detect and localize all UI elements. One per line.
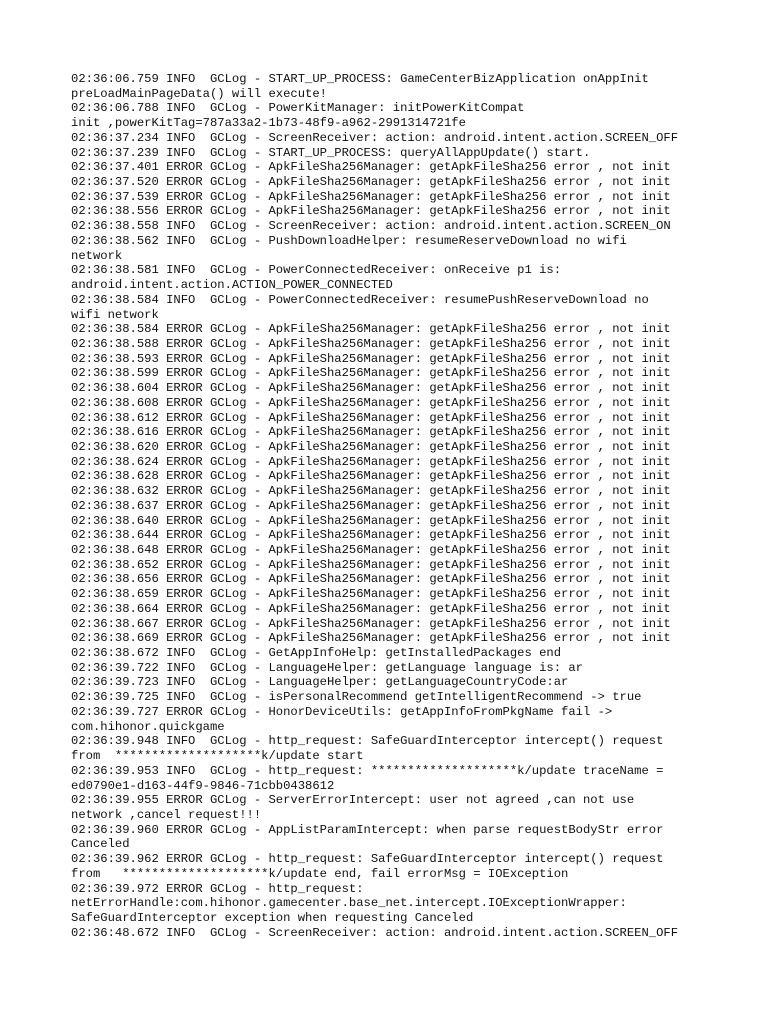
- log-line: 02:36:39.962 ERROR GCLog - http_request: SafeGuardInterceptor intercept() request: [71, 852, 664, 867]
- log-line: 02:36:38.584 ERROR GCLog - ApkFileSha256Manager: getApkFileSha256 error , not init: [71, 322, 671, 337]
- log-line: android.intent.action.ACTION_POWER_CONNECTED: [71, 278, 393, 293]
- log-line: 02:36:38.593 ERROR GCLog - ApkFileSha256Manager: getApkFileSha256 error , not init: [71, 351, 671, 366]
- log-line: 02:36:39.722 INFO GCLog - LanguageHelper: getLanguage language is: ar: [71, 660, 583, 675]
- log-line: 02:36:38.608 ERROR GCLog - ApkFileSha256Manager: getApkFileSha256 error , not init: [71, 395, 671, 410]
- log-line: wifi network: [71, 307, 159, 322]
- log-line: SafeGuardInterceptor exception when requesting Canceled: [71, 910, 474, 925]
- log-line: 02:36:38.558 INFO GCLog - ScreenReceiver: action: android.intent.action.SCREEN_ON: [71, 219, 671, 234]
- log-line: 02:36:38.664 ERROR GCLog - ApkFileSha256Manager: getApkFileSha256 error , not init: [71, 601, 671, 616]
- log-line: preLoadMainPageData() will execute!: [71, 86, 327, 101]
- log-line: 02:36:37.239 INFO GCLog - START_UP_PROCESS: queryAllAppUpdate() start.: [71, 145, 591, 160]
- log-line: 02:36:38.616 ERROR GCLog - ApkFileSha256Manager: getApkFileSha256 error , not init: [71, 425, 671, 440]
- log-line: 02:36:38.604 ERROR GCLog - ApkFileSha256Manager: getApkFileSha256 error , not init: [71, 381, 671, 396]
- log-line: 02:36:37.234 INFO GCLog - ScreenReceiver: action: android.intent.action.SCREEN_OFF: [71, 130, 679, 145]
- log-line: from ********************k/update start: [71, 749, 364, 764]
- log-line: 02:36:38.624 ERROR GCLog - ApkFileSha256Manager: getApkFileSha256 error , not init: [71, 454, 671, 469]
- log-line: 02:36:38.562 INFO GCLog - PushDownloadHelper: resumeReserveDownload no wifi: [71, 233, 627, 248]
- log-line: Canceled: [71, 837, 130, 852]
- log-line: 02:36:38.669 ERROR GCLog - ApkFileSha256Manager: getApkFileSha256 error , not init: [71, 631, 671, 646]
- log-line: 02:36:38.584 INFO GCLog - PowerConnectedReceiver: resumePushReserveDownload no: [71, 292, 649, 307]
- log-line: 02:36:39.955 ERROR GCLog - ServerErrorIntercept: user not agreed ,can not use: [71, 793, 635, 808]
- log-line: 02:36:38.581 INFO GCLog - PowerConnectedReceiver: onReceive p1 is:: [71, 263, 562, 278]
- log-line: 02:36:37.401 ERROR GCLog - ApkFileSha256Manager: getApkFileSha256 error , not init: [71, 160, 671, 175]
- log-line: 02:36:38.659 ERROR GCLog - ApkFileSha256Manager: getApkFileSha256 error , not init: [71, 587, 671, 602]
- log-line: 02:36:38.656 ERROR GCLog - ApkFileSha256Manager: getApkFileSha256 error , not init: [71, 572, 671, 587]
- log-line: 02:36:38.652 ERROR GCLog - ApkFileSha256Manager: getApkFileSha256 error , not init: [71, 557, 671, 572]
- log-line: 02:36:39.953 INFO GCLog - http_request: ********************k/update traceName =: [71, 763, 664, 778]
- log-line: network ,cancel request!!!: [71, 807, 262, 822]
- log-line: 02:36:38.599 ERROR GCLog - ApkFileSha256Manager: getApkFileSha256 error , not init: [71, 366, 671, 381]
- log-line: 02:36:38.640 ERROR GCLog - ApkFileSha256Manager: getApkFileSha256 error , not init: [71, 513, 671, 528]
- log-text-block: [71, 72, 751, 940]
- log-line: 02:36:37.539 ERROR GCLog - ApkFileSha256Manager: getApkFileSha256 error , not init: [71, 189, 671, 204]
- log-line: 02:36:38.612 ERROR GCLog - ApkFileSha256Manager: getApkFileSha256 error , not init: [71, 410, 671, 425]
- log-line: 02:36:38.644 ERROR GCLog - ApkFileSha256Manager: getApkFileSha256 error , not init: [71, 528, 671, 543]
- log-line: 02:36:38.628 ERROR GCLog - ApkFileSha256Manager: getApkFileSha256 error , not init: [71, 469, 671, 484]
- log-line: 02:36:38.588 ERROR GCLog - ApkFileSha256Manager: getApkFileSha256 error , not init: [71, 336, 671, 351]
- log-line: 02:36:39.960 ERROR GCLog - AppListParamIntercept: when parse requestBodyStr error: [71, 822, 664, 837]
- log-line: 02:36:37.520 ERROR GCLog - ApkFileSha256Manager: getApkFileSha256 error , not init: [71, 175, 671, 190]
- log-line: 02:36:39.727 ERROR GCLog - HonorDeviceUtils: getAppInfoFromPkgName fail ->: [71, 704, 613, 719]
- log-line: 02:36:06.759 INFO GCLog - START_UP_PROCESS: GameCenterBizApplication onAppInit: [71, 72, 649, 86]
- log-line: netErrorHandle:com.hihonor.gamecenter.base_net.intercept.IOExceptionWrapper:: [71, 896, 627, 911]
- log-line: 02:36:38.620 ERROR GCLog - ApkFileSha256Manager: getApkFileSha256 error , not init: [71, 439, 671, 454]
- log-line: 02:36:39.948 INFO GCLog - http_request: SafeGuardInterceptor intercept() request: [71, 734, 664, 749]
- log-line: 02:36:38.632 ERROR GCLog - ApkFileSha256Manager: getApkFileSha256 error , not init: [71, 484, 671, 499]
- log-line: 02:36:38.556 ERROR GCLog - ApkFileSha256Manager: getApkFileSha256 error , not init: [71, 204, 671, 219]
- log-line: 02:36:39.972 ERROR GCLog - http_request:: [71, 881, 364, 896]
- log-line: 02:36:38.637 ERROR GCLog - ApkFileSha256Manager: getApkFileSha256 error , not init: [71, 498, 671, 513]
- log-line: init ,powerKitTag=787a33a2-1b73-48f9-a962-2991314721fe: [71, 116, 466, 131]
- log-line: from ********************k/update end, fail errorMsg = IOException: [71, 866, 569, 881]
- log-line: com.hihonor.quickgame: [71, 719, 225, 734]
- log-line: 02:36:38.648 ERROR GCLog - ApkFileSha256Manager: getApkFileSha256 error , not init: [71, 543, 671, 557]
- log-line: 02:36:38.672 INFO GCLog - GetAppInfoHelp: getInstalledPackages end: [71, 646, 562, 661]
- log-line: 02:36:48.672 INFO GCLog - ScreenReceiver: action: android.intent.action.SCREEN_OFF: [71, 925, 679, 940]
- log-line: ed0790e1-d163-44f9-9846-71cbb0438612: [71, 778, 335, 793]
- log-line: 02:36:38.667 ERROR GCLog - ApkFileSha256Manager: getApkFileSha256 error , not init: [71, 616, 671, 631]
- log-line: 02:36:06.788 INFO GCLog - PowerKitManager: initPowerKitCompat: [71, 101, 525, 116]
- log-line: 02:36:39.723 INFO GCLog - LanguageHelper: getLanguageCountryCode:ar: [71, 675, 569, 690]
- log-line: 02:36:39.725 INFO GCLog - isPersonalRecommend getIntelligentRecommend -> true: [71, 690, 642, 705]
- log-line: network: [71, 248, 123, 263]
